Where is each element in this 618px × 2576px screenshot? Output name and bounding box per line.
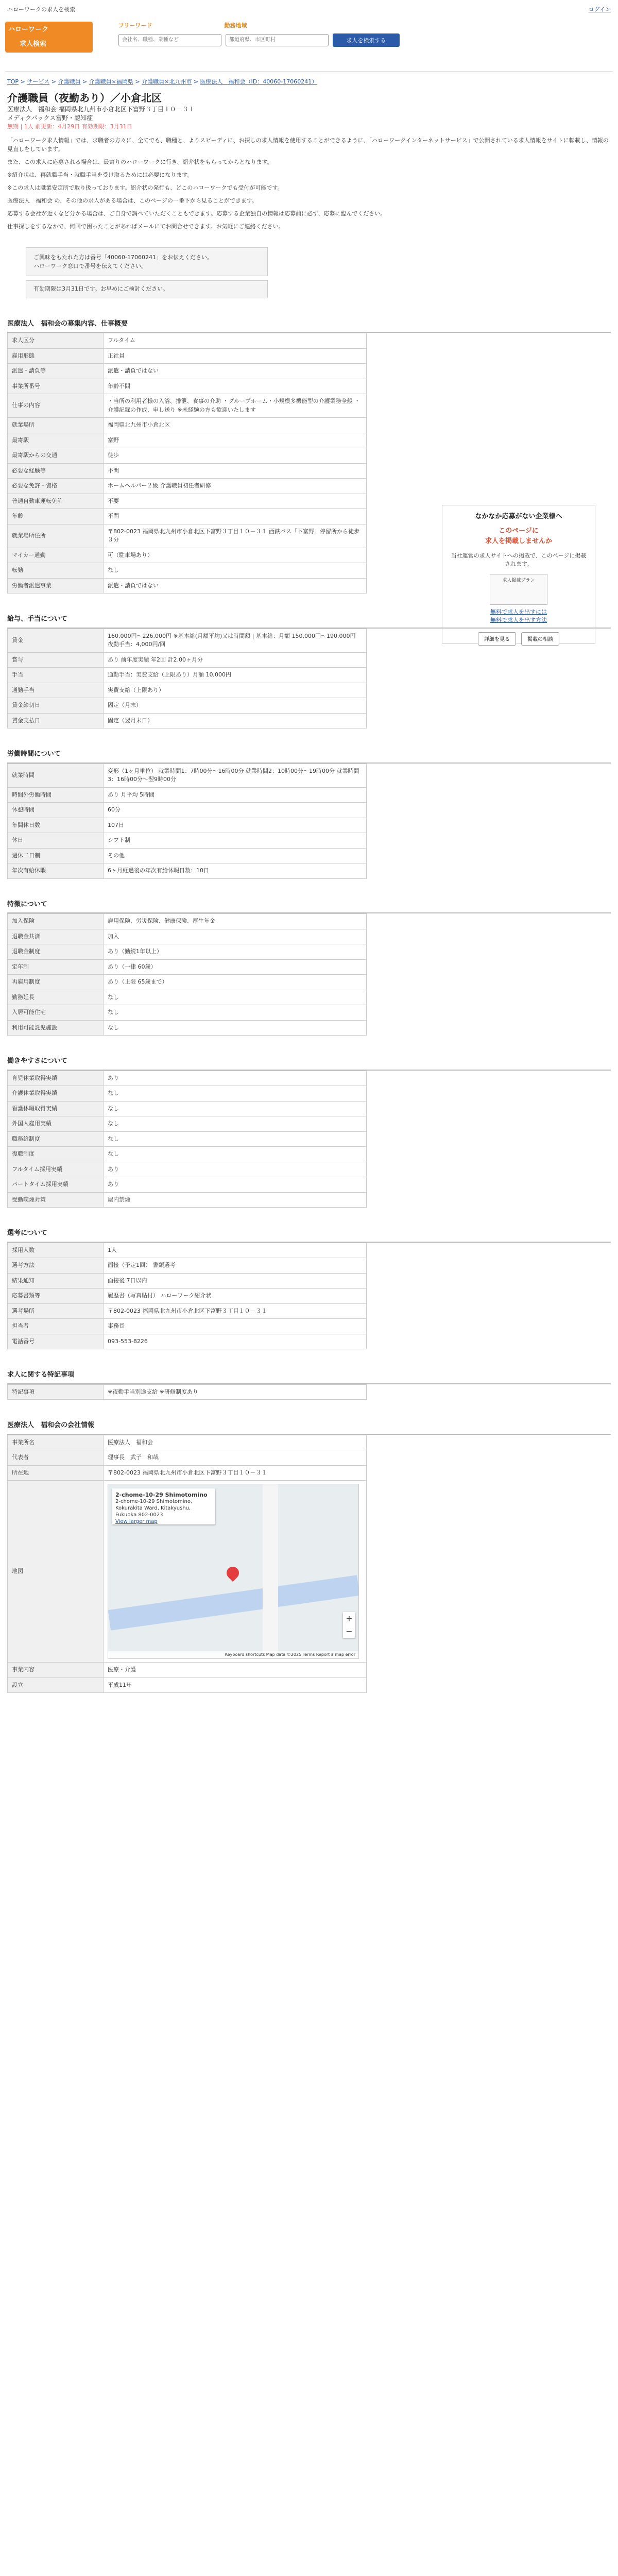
row-label: 手当: [8, 668, 104, 683]
table-row: [8, 1162, 367, 1177]
breadcrumb: TOP > サービス > 介護職員 > 介護職員×福岡県 > 介護職員×北九州市 > 医療法人 福和会（ID：40060-17060241）: [7, 78, 318, 85]
row-value: あり: [104, 1071, 367, 1086]
table-row: [8, 509, 367, 524]
table-row: [8, 1465, 367, 1481]
row-value: 固定（翌月末日）: [104, 713, 367, 728]
row-label: 就業場所: [8, 418, 104, 433]
facility-name: メディクパックス富野・認知症: [7, 114, 93, 122]
table-row: [8, 1258, 367, 1274]
row-value: ※夜勤手当別途支給 ※研修制度あり: [104, 1384, 367, 1400]
site-tagline: ハローワークの求人を検索: [7, 6, 75, 13]
row-label: 派遣・請負等: [8, 364, 104, 379]
table-row: [8, 379, 367, 394]
row-label: 年間休日数: [8, 818, 104, 833]
company-address: 医療法人 福和会 福岡県北九州市小倉北区下富野３丁目１０－３１: [7, 105, 195, 113]
table-row: [8, 990, 367, 1005]
info-table: [7, 1243, 367, 1350]
table-row: [8, 1319, 367, 1334]
row-label: 年次有給休暇: [8, 863, 104, 879]
intro-paragraph: ※この求人は職業安定所で取り扱っております。紹介状の発行も、どこのハローワークでも受付が可能です。: [7, 184, 283, 191]
row-value: 実費支給（上限あり）: [104, 683, 367, 698]
row-value: 平成11年: [104, 1677, 367, 1693]
row-label: 週休二日制: [8, 848, 104, 863]
sidebar-desc: 当社運営の求人サイトへの掲載で、このページに掲載されます。: [451, 552, 587, 567]
row-value: 屋内禁煙: [104, 1192, 367, 1208]
keyword-input[interactable]: [118, 34, 221, 46]
table-row: [8, 563, 367, 579]
table-row: [8, 1273, 367, 1289]
intro-paragraph: 「ハローワーク求人情報」では、求職者の方々に、全てでも、職種と、よりスピーディに、お探しの求人情報を使用することができるように、「ハローワークインターネットサービス」で公開されている求人情報をサイトに転載し、情報の見直しをしています。: [7, 137, 609, 152]
row-label: 雇用形態: [8, 348, 104, 364]
sidebar-link-2[interactable]: 無料で求人を出す方法: [490, 617, 547, 623]
breadcrumb-item[interactable]: 医療法人 福和会（ID：40060-17060241）: [200, 78, 318, 85]
section-title: 働きやすさについて: [7, 1053, 611, 1071]
table-row: [8, 1131, 367, 1147]
row-label: 賞与: [8, 652, 104, 668]
row-value: 不要: [104, 494, 367, 509]
row-label: 外国人雇用実績: [8, 1116, 104, 1132]
table-row: [8, 929, 367, 944]
search-button[interactable]: 求人を検索する: [333, 33, 400, 47]
table-row: [8, 1177, 367, 1193]
table-row: [8, 975, 367, 990]
sidebar-red-1: このページに: [499, 527, 539, 535]
info-table: [7, 913, 367, 1036]
info-table: [7, 764, 367, 879]
row-label: 求人区分: [8, 333, 104, 349]
table-row: [8, 1677, 367, 1693]
row-value: ホームヘルパー２級 介護職員初任者研修: [104, 479, 367, 494]
row-value: 年齢不問: [104, 379, 367, 394]
login-link[interactable]: ログイン: [588, 6, 611, 13]
row-value: 徒歩: [104, 448, 367, 464]
row-label: 勤務延長: [8, 990, 104, 1005]
row-label: 結果通知: [8, 1273, 104, 1289]
row-value: 変形（1ヶ月単位） 就業時間1：7時00分〜16時00分 就業時間2：10時00分〜19時00分 就業時間3：16時00分〜翌9時00分: [104, 764, 367, 787]
table-row: [8, 394, 367, 418]
row-value: なし: [104, 1005, 367, 1021]
table-row: [8, 348, 367, 364]
row-label: 応募書類等: [8, 1289, 104, 1304]
info-table: [7, 1384, 367, 1400]
table-row: [8, 764, 367, 787]
row-value: 富野: [104, 433, 367, 448]
row-value: あり 前年度実績 年2回 計2.00ヶ月分: [104, 652, 367, 668]
logo-line1: ハローワーク: [8, 26, 49, 33]
table-row: [8, 863, 367, 879]
row-label: パートタイム採用実績: [8, 1177, 104, 1193]
table-row: [8, 494, 367, 509]
table-row: [8, 479, 367, 494]
row-value: あり 月平均 5時間: [104, 787, 367, 803]
row-value: あり（勤続1年以上）: [104, 944, 367, 960]
table-row: [8, 1450, 367, 1466]
sidebar-link-1[interactable]: 無料で求人を出すには: [490, 608, 547, 615]
row-label: 労働者派遣事業: [8, 578, 104, 594]
row-value: ・当所の利用者様の入浴、排泄、食事の介助 ・グループホーム・小規模多機能型の介護業務全般 ・介護記録の作成、申し送り ※未経験の方も歓迎いたします: [104, 394, 367, 418]
row-value: 固定（月末）: [104, 698, 367, 714]
row-label: 退職金共済: [8, 929, 104, 944]
row-label: 賃金: [8, 629, 104, 652]
table-row: [8, 364, 367, 379]
table-row: [8, 683, 367, 698]
row-label: 加入保険: [8, 914, 104, 929]
row-value: 6ヶ月経過後の年次有給休暇日数：10日: [104, 863, 367, 879]
sidebar-red-2: 求人を掲載しませんか: [485, 537, 552, 545]
table-row: [8, 1243, 367, 1258]
row-value: 不問: [104, 463, 367, 479]
row-value: 医療・介護: [104, 1663, 367, 1678]
apply-note-box: [26, 247, 268, 276]
row-label: 最寄駅からの交通: [8, 448, 104, 464]
table-row: [8, 448, 367, 464]
place-input[interactable]: [226, 34, 329, 46]
intro-paragraph: また、この求人に応募される場合は、最寄りのハローワークに行き、紹介状をもらってからとなります。: [7, 159, 273, 165]
row-label: 電話番号: [8, 1334, 104, 1349]
table-row: [8, 548, 367, 563]
table-row: [8, 1481, 367, 1663]
section-title: 医療法人 福和会の会社情報: [7, 1417, 611, 1435]
section-title: 労働時間について: [7, 746, 611, 764]
breadcrumb-item[interactable]: 介護職員×福岡県: [89, 78, 133, 85]
keyword-label: フリーワード: [118, 22, 152, 29]
info-table: [7, 1435, 367, 1693]
sidebar-ad: [442, 505, 595, 644]
table-row: [8, 959, 367, 975]
row-value: なし: [104, 1020, 367, 1036]
row-value: 雇用保険、労災保険、健康保険、厚生年金: [104, 914, 367, 929]
table-row: [8, 1101, 367, 1116]
row-label: 受動喫煙対策: [8, 1192, 104, 1208]
row-label: 入居可能住宅: [8, 1005, 104, 1021]
row-value: 面接（予定1回） 書類選考: [104, 1258, 367, 1274]
row-label: 選考場所: [8, 1303, 104, 1319]
table-row: [8, 1663, 367, 1678]
table-row: [8, 848, 367, 863]
info-table: [7, 333, 367, 594]
expiry-note: 有効期限は3月31日です。お早めにご検討ください。: [33, 285, 169, 292]
table-row: [8, 698, 367, 714]
table-row: [8, 1086, 367, 1101]
row-value: 医療法人 福和会: [104, 1435, 367, 1450]
map-footer: Keyboard shortcuts Map data ©2025 Terms Report a map error: [108, 1651, 358, 1658]
row-value: なし: [104, 1086, 367, 1101]
row-value: なし: [104, 1101, 367, 1116]
row-value: なし: [104, 990, 367, 1005]
row-label: 特記事項: [8, 1384, 104, 1400]
table-row: [8, 1435, 367, 1450]
row-value: 派遣・請負ではない: [104, 578, 367, 594]
row-value: 60分: [104, 803, 367, 818]
row-value: なし: [104, 563, 367, 579]
table-row: [8, 713, 367, 728]
job-meta: 無期 | 1人 前更新：4月29日 有効期限：3月31日: [7, 123, 132, 130]
row-value: あり（上限 65歳まで）: [104, 975, 367, 990]
table-row: [8, 1020, 367, 1036]
map-larger-link[interactable]: View larger map: [115, 1519, 158, 1524]
row-label: 休憩時間: [8, 803, 104, 818]
header: [0, 20, 618, 71]
section-title: 求人に関する特記事項: [7, 1367, 611, 1384]
sidebar-consult-button[interactable]: 掲載の相談: [521, 632, 559, 646]
map-zoom-control[interactable]: + −: [343, 1612, 355, 1638]
row-value: あり: [104, 1162, 367, 1177]
table-row: [8, 578, 367, 594]
row-value: あり（一律 60歳）: [104, 959, 367, 975]
row-label: 普通自動車運転免許: [8, 494, 104, 509]
row-label: 再雇用制度: [8, 975, 104, 990]
row-value: 福岡県北九州市小倉北区: [104, 418, 367, 433]
row-value: その他: [104, 848, 367, 863]
row-value: 可（駐車場あり）: [104, 548, 367, 563]
row-value: 正社員: [104, 348, 367, 364]
table-row: [8, 1289, 367, 1304]
row-label: 介護休業取得実績: [8, 1086, 104, 1101]
table-row: [8, 1147, 367, 1162]
intro-paragraph: 応募する会社が近くなど分かる場合は、ご自身で調べていただくこともできます。応募する企業独自の情報は応募前に必ず、応募に臨んでください。: [7, 210, 386, 217]
info-table: [7, 629, 367, 729]
table-row: [8, 1116, 367, 1132]
table-row: [8, 433, 367, 448]
intro-text: [0, 131, 618, 240]
row-value: 107日: [104, 818, 367, 833]
site-logo[interactable]: [5, 22, 93, 53]
row-value: 不問: [104, 509, 367, 524]
row-label: 選考方法: [8, 1258, 104, 1274]
section-title: 給与、手当について: [7, 611, 611, 629]
row-label: 年齢: [8, 509, 104, 524]
section-title: 選考について: [7, 1225, 611, 1243]
sidebar-heading: なかなか応募がない企業様へ: [475, 513, 562, 520]
row-label: 代表者: [8, 1450, 104, 1466]
row-value: 093-553-8226: [104, 1334, 367, 1349]
table-row: [8, 787, 367, 803]
row-value: なし: [104, 1131, 367, 1147]
row-value: あり: [104, 1177, 367, 1193]
intro-paragraph: 医療法人 福和会 の、その他の求人がある場合は、このページの一番下から見ることができます。: [7, 197, 258, 204]
table-row: [8, 668, 367, 683]
row-label: 仕事の内容: [8, 394, 104, 418]
row-value: 通勤手当：実費支給（上限あり）月額 10,000円: [104, 668, 367, 683]
map-road: [263, 1484, 278, 1659]
row-label: 賃金支払日: [8, 713, 104, 728]
row-value: フルタイム: [104, 333, 367, 349]
breadcrumb-item[interactable]: 介護職員: [58, 78, 81, 85]
row-value: 160,000円〜226,000円 ※基本給(月額平均)又は時間額 | 基本給：月額 150,000円〜190,000円 夜勤手当：4,000円/回: [104, 629, 367, 652]
table-row: [8, 463, 367, 479]
row-label: 必要な免許・資格: [8, 479, 104, 494]
row-label: 休日: [8, 833, 104, 849]
intro-paragraph: ※紹介状は、再就職手当・就職手当を受け取るためには必要になります。: [7, 172, 193, 178]
row-label: マイカー通勤: [8, 548, 104, 563]
row-label: 就業時間: [8, 764, 104, 787]
row-value: 面接後 7日以内: [104, 1273, 367, 1289]
row-label: 利用可能託児施設: [8, 1020, 104, 1036]
row-value: 履歴書（写真貼付） ハローワーク紹介状: [104, 1289, 367, 1304]
table-row: [8, 418, 367, 433]
breadcrumb-item[interactable]: TOP: [7, 78, 19, 85]
top-bar: [0, 0, 618, 20]
row-label: 職務給制度: [8, 1131, 104, 1147]
table-row: [8, 944, 367, 960]
row-label: 設立: [8, 1677, 104, 1693]
map-pin-icon: [224, 1564, 242, 1582]
table-row: [8, 524, 367, 548]
row-label: 復職制度: [8, 1147, 104, 1162]
row-value: 派遣・請負ではない: [104, 364, 367, 379]
row-label: 定年制: [8, 959, 104, 975]
row-label: 所在地: [8, 1465, 104, 1481]
info-table: [7, 1071, 367, 1208]
row-label: 就業場所住所: [8, 524, 104, 548]
map-river: [108, 1575, 359, 1631]
table-row: [8, 1005, 367, 1021]
section-title: 医療法人 福和会の募集内容、仕事概要: [7, 316, 611, 333]
table-row: [8, 818, 367, 833]
row-value: 加入: [104, 929, 367, 944]
apply-note-sub: ハローワーク窓口で番号を伝えてください。: [33, 263, 147, 269]
place-label: 勤務地域: [224, 22, 247, 29]
table-row: [8, 333, 367, 349]
table-row: [8, 914, 367, 929]
section-title: 特徴について: [7, 896, 611, 914]
row-value: 〒802-0023 福岡県北九州市小倉北区下富野３丁目１０－３１ 西鉄バス「下富野」停留所から徒歩３分: [104, 524, 367, 548]
row-label: 最寄駅: [8, 433, 104, 448]
table-row: [8, 1303, 367, 1319]
job-title-block: [0, 91, 618, 131]
row-label: 退職金制度: [8, 944, 104, 960]
table-row: [8, 1192, 367, 1208]
row-label: 地図: [8, 1481, 104, 1663]
row-label: 看護休暇取得実績: [8, 1101, 104, 1116]
row-value: シフト制: [104, 833, 367, 849]
row-label: 育児休業取得実績: [8, 1071, 104, 1086]
table-row: [8, 652, 367, 668]
sidebar-image: 求人掲載プラン: [490, 574, 547, 605]
table-row: [8, 1384, 367, 1400]
row-label: 必要な経験等: [8, 463, 104, 479]
table-row: [8, 1071, 367, 1086]
row-label: 転勤: [8, 563, 104, 579]
row-value: 1人: [104, 1243, 367, 1258]
row-value: 事務長: [104, 1319, 367, 1334]
table-row: [8, 803, 367, 818]
map-place-title: 2-chome-10-29 Shimotomino: [115, 1492, 208, 1498]
row-label: 時間外労働時間: [8, 787, 104, 803]
breadcrumb-item[interactable]: サービス: [27, 78, 50, 85]
row-label: フルタイム採用実績: [8, 1162, 104, 1177]
row-label: 事業所名: [8, 1435, 104, 1450]
breadcrumb-item[interactable]: 介護職員×北九州市: [142, 78, 192, 85]
row-value: なし: [104, 1116, 367, 1132]
table-row: [8, 833, 367, 849]
row-value: 〒802-0023 福岡県北九州市小倉北区下富野３丁目１０－３１: [104, 1465, 367, 1481]
row-label: 採用人数: [8, 1243, 104, 1258]
row-value: 〒802-0023 福岡県北九州市小倉北区下富野３丁目１０－３１: [104, 1303, 367, 1319]
map-cell: [104, 1481, 367, 1663]
sidebar-detail-button[interactable]: 詳細を見る: [478, 632, 516, 646]
map-place-card: [112, 1488, 215, 1524]
logo-line2: 求人検索: [20, 40, 47, 48]
table-row: [8, 629, 367, 652]
expiry-note-box: [26, 280, 268, 298]
apply-note: ご興味をもたれた方は番号「40060-17060241」をお伝えください。: [33, 254, 213, 261]
row-label: 事業内容: [8, 1663, 104, 1678]
table-row: [8, 1334, 367, 1349]
intro-paragraph: 仕事探しをするなかで、何回で困ったことがあればメールにてお問合せできます。お気軽にご連絡ください。: [7, 223, 284, 230]
row-label: 事業所番号: [8, 379, 104, 394]
map-place-address: 2-chome-10-29 Shimotomino, Kokurakita Ward, Kitakyushu, Fukuoka 802-0023: [115, 1499, 193, 1518]
google-map[interactable]: [108, 1484, 359, 1659]
row-label: 担当者: [8, 1319, 104, 1334]
search-form: [118, 22, 400, 47]
row-value: 理事長 武子 和哉: [104, 1450, 367, 1466]
row-label: 通勤手当: [8, 683, 104, 698]
row-value: なし: [104, 1147, 367, 1162]
page-title: 介護職員（夜勤あり）／小倉北区: [7, 91, 162, 104]
row-label: 賃金締切日: [8, 698, 104, 714]
